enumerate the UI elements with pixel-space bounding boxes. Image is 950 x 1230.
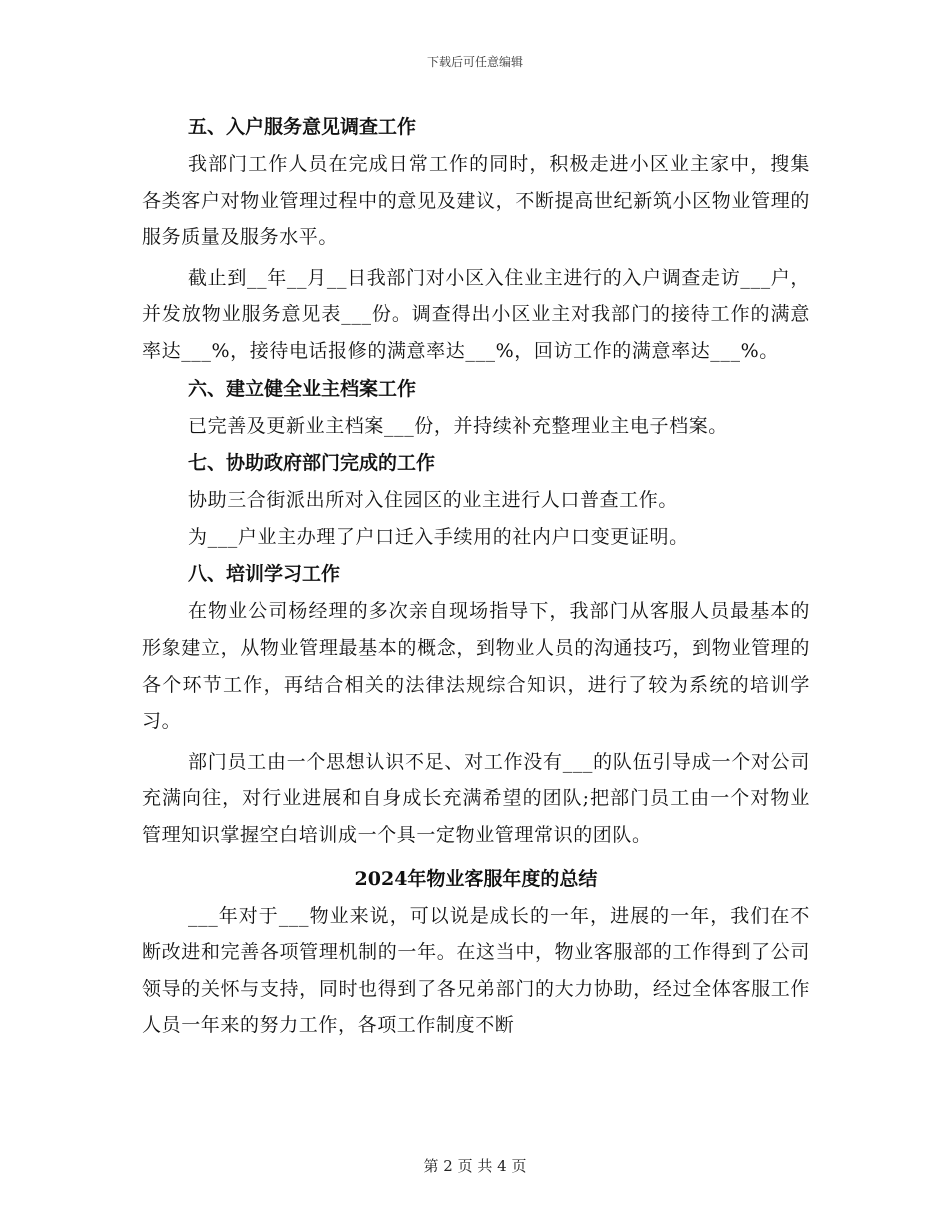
paragraph: 为___户业主办理了户口迁入手续用的社内户口变更证明。 bbox=[188, 525, 689, 548]
document-title: 2024年物业客服年度的总结 bbox=[354, 867, 598, 890]
section-heading-7: 七、协助政府部门完成的工作 bbox=[188, 452, 436, 475]
paragraph: 我部门工作人员在完成日常工作的同时，积极走进小区业主家中，搜集各类客户对物业管理过程中的意见及建议，不断提高世纪新筑小区物业管理的服务质量及服务水平。 bbox=[142, 153, 810, 249]
paragraph: 协助三合街派出所对入住园区的业主进行人口普查工作。 bbox=[188, 489, 679, 512]
document-body bbox=[142, 108, 810, 1044]
section-heading-5: 五、入户服务意见调查工作 bbox=[188, 116, 417, 138]
paragraph: 截止到__年__月__日我部门对小区入住业主进行的入户调查走访___户，并发放物业服务意见表___份。调查得出小区业主对我部门的接待工作的满意率达___%，接待电话报修的满意率达___%，回访工作的满意率达___%。 bbox=[142, 266, 810, 362]
paragraph: 已完善及更新业主档案___份，并持续补充整理业主电子档案。 bbox=[188, 414, 728, 437]
page-header: 下载后可任意编辑 bbox=[426, 55, 523, 69]
page-number: 第 2 页 共 4 页 bbox=[423, 1157, 527, 1175]
paragraph: ___年对于___物业来说，可以说是成长的一年，进展的一年，我们在不断改进和完善各项管理机制的一年。在这当中，物业客服部的工作得到了公司领导的关怀与支持，同时也得到了各兄弟部门的大力协助，经过全体客服工作人员一年来的努力工作，各项工作制度不断 bbox=[142, 904, 810, 1037]
paragraph: 部门员工由一个思想认识不足、对工作没有___的队伍引导成一个对公司充满向往，对行业进展和自身成长充满希望的团队;把部门员工由一个对物业管理知识掌握空白培训成一个具一定物业管理常识的团队。 bbox=[142, 750, 810, 846]
section-heading-6: 六、建立健全业主档案工作 bbox=[188, 377, 417, 400]
paragraph: 在物业公司杨经理的多次亲自现场指导下，我部门从客服人员最基本的形象建立，从物业管理最基本的概念，到物业人员的沟通技巧，到物业管理的各个环节工作，再结合相关的法律法规综合知识，进行了较为系统的培训学习。 bbox=[142, 600, 810, 733]
section-heading-8: 八、培训学习工作 bbox=[188, 563, 341, 586]
